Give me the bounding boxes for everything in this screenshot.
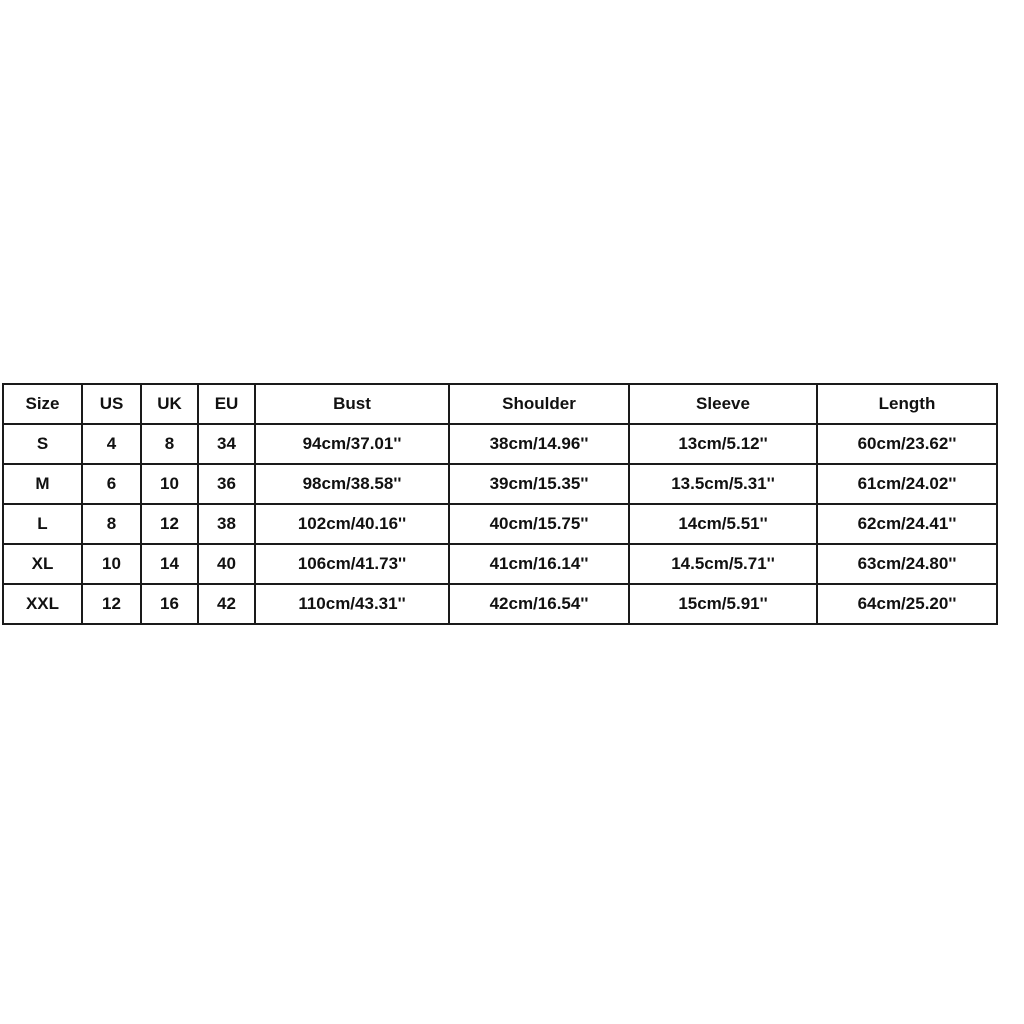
cell-uk: 14 xyxy=(141,544,198,584)
cell-uk: 16 xyxy=(141,584,198,624)
cell-eu: 34 xyxy=(198,424,255,464)
cell-sleeve: 14cm/5.51'' xyxy=(629,504,817,544)
cell-us: 6 xyxy=(82,464,141,504)
cell-uk: 8 xyxy=(141,424,198,464)
header-shoulder: Shoulder xyxy=(449,384,629,424)
cell-size: M xyxy=(3,464,82,504)
cell-bust: 106cm/41.73'' xyxy=(255,544,449,584)
table-row xyxy=(3,504,997,544)
table-header-row xyxy=(3,384,997,424)
cell-eu: 42 xyxy=(198,584,255,624)
cell-shoulder: 40cm/15.75'' xyxy=(449,504,629,544)
cell-us: 8 xyxy=(82,504,141,544)
cell-uk: 10 xyxy=(141,464,198,504)
table-row xyxy=(3,584,997,624)
cell-sleeve: 15cm/5.91'' xyxy=(629,584,817,624)
cell-length: 62cm/24.41'' xyxy=(817,504,997,544)
header-length: Length xyxy=(817,384,997,424)
cell-shoulder: 42cm/16.54'' xyxy=(449,584,629,624)
cell-shoulder: 41cm/16.14'' xyxy=(449,544,629,584)
cell-shoulder: 38cm/14.96'' xyxy=(449,424,629,464)
cell-us: 12 xyxy=(82,584,141,624)
header-sleeve: Sleeve xyxy=(629,384,817,424)
cell-eu: 38 xyxy=(198,504,255,544)
cell-bust: 98cm/38.58'' xyxy=(255,464,449,504)
cell-eu: 36 xyxy=(198,464,255,504)
cell-size: L xyxy=(3,504,82,544)
cell-length: 64cm/25.20'' xyxy=(817,584,997,624)
cell-bust: 94cm/37.01'' xyxy=(255,424,449,464)
header-size: Size xyxy=(3,384,82,424)
cell-us: 4 xyxy=(82,424,141,464)
header-eu: EU xyxy=(198,384,255,424)
cell-shoulder: 39cm/15.35'' xyxy=(449,464,629,504)
cell-size: XL xyxy=(3,544,82,584)
table-row xyxy=(3,424,997,464)
cell-uk: 12 xyxy=(141,504,198,544)
cell-us: 10 xyxy=(82,544,141,584)
cell-sleeve: 13cm/5.12'' xyxy=(629,424,817,464)
header-bust: Bust xyxy=(255,384,449,424)
cell-length: 61cm/24.02'' xyxy=(817,464,997,504)
cell-length: 60cm/23.62'' xyxy=(817,424,997,464)
table-row xyxy=(3,464,997,504)
cell-sleeve: 14.5cm/5.71'' xyxy=(629,544,817,584)
table-row xyxy=(3,544,997,584)
size-chart-table xyxy=(2,383,998,625)
cell-length: 63cm/24.80'' xyxy=(817,544,997,584)
cell-size: XXL xyxy=(3,584,82,624)
cell-sleeve: 13.5cm/5.31'' xyxy=(629,464,817,504)
cell-bust: 110cm/43.31'' xyxy=(255,584,449,624)
cell-eu: 40 xyxy=(198,544,255,584)
cell-size: S xyxy=(3,424,82,464)
header-uk: UK xyxy=(141,384,198,424)
cell-bust: 102cm/40.16'' xyxy=(255,504,449,544)
header-us: US xyxy=(82,384,141,424)
